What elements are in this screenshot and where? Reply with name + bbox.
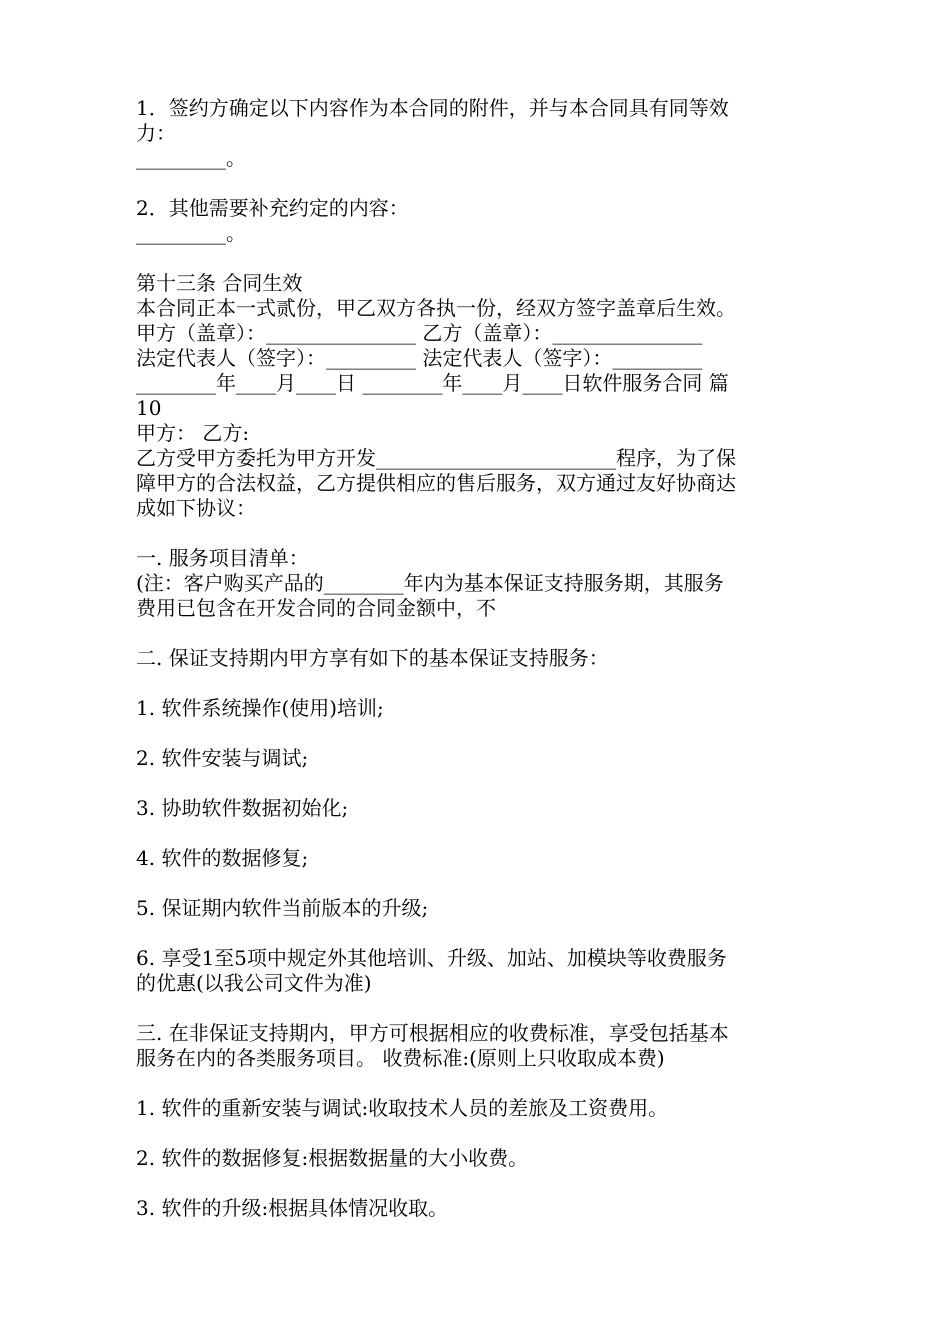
attachment-clause-cont: 力： (136, 121, 176, 145)
support-item-3: 3. 协助软件数据初始化; (136, 796, 349, 820)
service-note-2: 费用已包含在开发合同的合同金额中，不 (136, 596, 496, 620)
support-item-6-cont: 的优惠(以我公司文件为准) (136, 971, 372, 995)
support-item-5: 5. 保证期内软件当前版本的升级; (136, 896, 429, 920)
service-list-heading: 一. 服务项目清单： (136, 546, 309, 570)
supplement-blank: _________。 (136, 221, 246, 245)
fee-item-1: 1. 软件的重新安装与调试:收取技术人员的差旅及工资费用。 (136, 1096, 669, 1120)
non-warranty-heading: 三. 在非保证支持期内，甲方可根据相应的收费标准，享受包括基本 (136, 1021, 729, 1045)
fee-item-3: 3. 软件的升级:根据具体情况收取。 (136, 1196, 449, 1220)
document-page (136, 96, 816, 1221)
section-number: 10 (136, 396, 162, 420)
parties-line: 甲方： 乙方: (136, 421, 250, 445)
intro-text-3: 成如下协议： (136, 496, 256, 520)
effectiveness-text: 本合同正本一式贰份，甲乙双方各执一份，经双方签字盖章后生效。 (136, 296, 736, 320)
attachment-blank: _________。 (136, 146, 246, 170)
support-item-4: 4. 软件的数据修复; (136, 846, 309, 870)
article-13-heading: 第十三条 合同生效 (136, 271, 303, 295)
date-line: ________年____月____日 ________年____月____日软件服务合同 篇 (136, 371, 729, 395)
supplement-clause: 2．其他需要补充约定的内容： (136, 196, 409, 220)
intro-text-2: 障甲方的合法权益，乙方提供相应的售后服务，双方通过友好协商达 (136, 471, 736, 495)
party-seal-line: 甲方（盖章）：_______________ 乙方（盖章）：_______________ (136, 321, 703, 345)
support-item-2: 2. 软件安装与调试; (136, 746, 309, 770)
non-warranty-cont: 服务在内的各类服务项目。 收费标准:(原则上只收取成本费) (136, 1046, 665, 1070)
support-item-6: 6. 享受1至5项中规定外其他培训、升级、加站、加模块等收费服务 (136, 946, 727, 970)
support-heading: 二. 保证支持期内甲方享有如下的基本保证支持服务： (136, 646, 609, 670)
support-item-1: 1. 软件系统操作(使用)培训; (136, 696, 384, 720)
fee-item-2: 2. 软件的数据修复:根据数据量的大小收费。 (136, 1146, 529, 1170)
intro-text-1: 乙方受甲方委托为甲方开发________________________程序，为了保 (136, 446, 736, 470)
service-note-1: (注：客户购买产品的________年内为基本保证支持服务期，其服务 (136, 571, 724, 595)
legal-rep-line: 法定代表人（签字）：_________ 法定代表人（签字）：_________ (136, 346, 703, 370)
attachment-clause: 1．签约方确定以下内容作为本合同的附件，并与本合同具有同等效 (136, 96, 729, 120)
